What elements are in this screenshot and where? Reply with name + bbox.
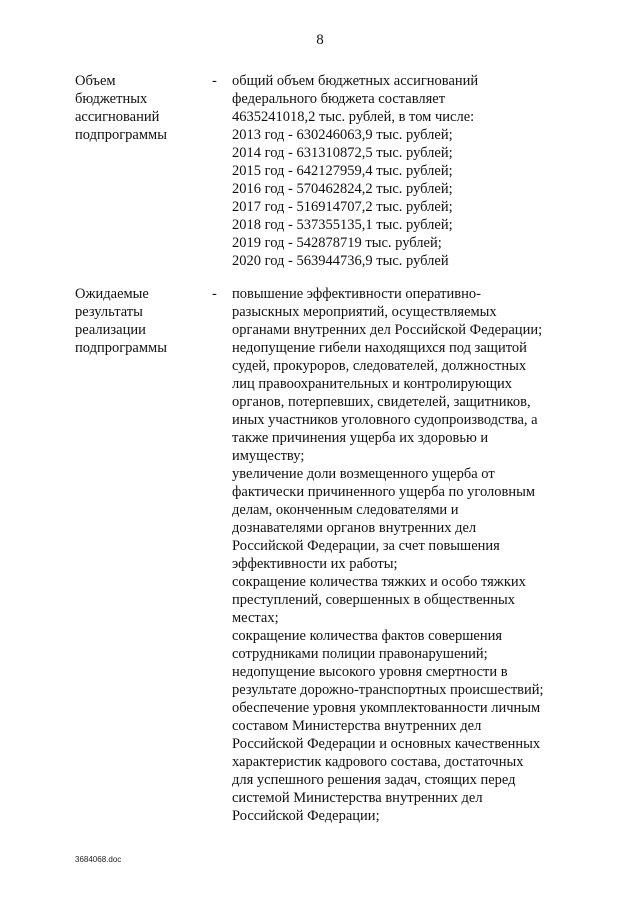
content-line: результате дорожно-транспортных происшествий;	[232, 682, 544, 698]
content-line: обеспечение уровня укомплектованности личным	[232, 700, 541, 716]
content-line: делам, оконченным следователями и	[232, 502, 459, 518]
label-line: Объем	[75, 73, 116, 89]
content-line: преступлений, совершенных в общественных	[232, 592, 516, 608]
content-line: увеличение доли возмещенного ущерба от	[232, 466, 495, 482]
content-line: разыскных мероприятий, осуществляемых	[232, 304, 497, 320]
content-line: фактически причиненного ущерба по уголовным	[232, 484, 536, 500]
content-line: сокращение количества тяжких и особо тяжких	[232, 574, 526, 590]
content-line: для успешного решения задач, стоящих перед	[232, 772, 516, 788]
content-line: 2018 год - 537355135,1 тыс. рублей;	[232, 217, 453, 233]
label-line: Ожидаемые	[75, 286, 149, 302]
content-line: 2013 год - 630246063,9 тыс. рублей;	[232, 127, 453, 143]
content-line: также причинения ущерба их здоровью и	[232, 430, 489, 446]
document-filename: 3684068.doc	[75, 855, 122, 864]
section-content	[232, 285, 562, 825]
label-line: подпрограммы	[75, 127, 167, 143]
content-line: общий объем бюджетных ассигнований	[232, 73, 479, 89]
content-line: составом Министерства внутренних дел	[232, 718, 482, 734]
content-line: характеристик кадрового состава, достаточных	[232, 754, 524, 770]
section-dash: -	[212, 286, 217, 302]
content-line: дознавателями органов внутренних дел	[232, 520, 477, 536]
content-line: Российской Федерации и основных качественных	[232, 736, 541, 752]
content-line: 2017 год - 516914707,2 тыс. рублей;	[232, 199, 453, 215]
section-label	[75, 285, 200, 357]
page-number: 8	[316, 32, 324, 48]
label-line: подпрограммы	[75, 340, 167, 356]
content-line: 2016 год - 570462824,2 тыс. рублей;	[232, 181, 453, 197]
content-line: 2020 год - 563944736,9 тыс. рублей	[232, 253, 449, 269]
content-line: федерального бюджета составляет	[232, 91, 446, 107]
content-line: органами внутренних дел Российской Федерации;	[232, 322, 543, 338]
content-line: Российской Федерации;	[232, 808, 380, 824]
section-dash: -	[212, 73, 217, 89]
label-line: ассигнований	[75, 109, 160, 125]
content-line: 2015 год - 642127959,4 тыс. рублей;	[232, 163, 453, 179]
section-content	[232, 72, 562, 270]
content-line: местах;	[232, 610, 279, 626]
content-line: 2019 год - 542878719 тыс. рублей;	[232, 235, 442, 251]
content-line: сокращение количества фактов совершения	[232, 628, 503, 644]
content-line: лиц правоохранительных и контролирующих	[232, 376, 513, 392]
content-line: судей, прокуроров, следователей, должностных	[232, 358, 527, 374]
content-line: органов, потерпевших, свидетелей, защитников,	[232, 394, 531, 410]
content-line: повышение эффективности оперативно-	[232, 286, 481, 302]
content-line: иных участников уголовного судопроизводства, а	[232, 412, 538, 428]
label-line: результаты	[75, 304, 143, 320]
content-line: 2014 год - 631310872,5 тыс. рублей;	[232, 145, 453, 161]
content-line: Российской Федерации, за счет повышения	[232, 538, 500, 554]
label-line: реализации	[75, 322, 146, 338]
content-line: сотрудниками полиции правонарушений;	[232, 646, 488, 662]
section-label	[75, 72, 200, 144]
content-line: имуществу;	[232, 448, 305, 464]
content-line: системой Министерства внутренних дел	[232, 790, 483, 806]
label-line: бюджетных	[75, 91, 148, 107]
content-line: недопущение гибели находящихся под защитой	[232, 340, 527, 356]
content-line: недопущение высокого уровня смертности в	[232, 664, 508, 680]
content-line: эффективности их работы;	[232, 556, 398, 572]
content-line: 4635241018,2 тыс. рублей, в том числе:	[232, 109, 475, 125]
